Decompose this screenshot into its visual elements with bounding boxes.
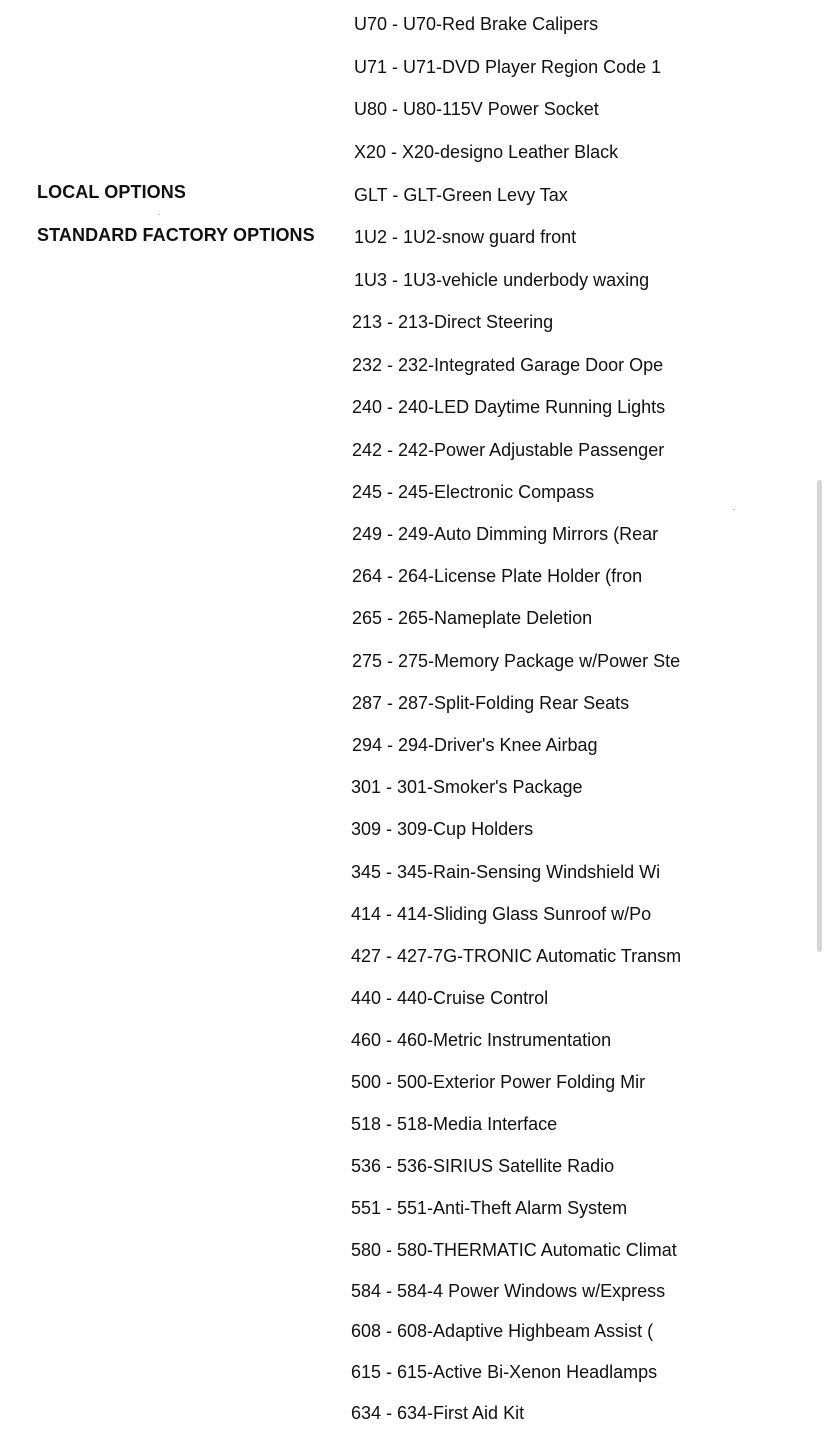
local-options-heading: LOCAL OPTIONS [37, 182, 186, 202]
option-item: 287 - 287-Split-Folding Rear Seats [352, 693, 630, 713]
option-item: U71 - U71-DVD Player Region Code 1 [354, 57, 662, 77]
option-item: 500 - 500-Exterior Power Folding Mir [351, 1072, 646, 1092]
option-item: 275 - 275-Memory Package w/Power Ste [352, 651, 681, 671]
option-item: 232 - 232-Integrated Garage Door Ope [352, 355, 664, 375]
option-item: X20 - X20-designo Leather Black [354, 142, 619, 162]
option-item: 264 - 264-License Plate Holder (fron [352, 566, 643, 586]
option-item: 440 - 440-Cruise Control [351, 988, 549, 1008]
option-item: 240 - 240-LED Daytime Running Lights [352, 397, 666, 417]
option-item: 1U3 - 1U3-vehicle underbody waxing [354, 270, 650, 290]
option-item: 427 - 427-7G-TRONIC Automatic Transm [351, 946, 682, 966]
option-item: 294 - 294-Driver's Knee Airbag [352, 735, 598, 755]
option-item: 1U2 - 1U2-snow guard front [354, 227, 577, 247]
option-item: U70 - U70-Red Brake Calipers [354, 14, 599, 34]
option-item: 536 - 536-SIRIUS Satellite Radio [351, 1156, 615, 1176]
scan-speck [158, 214, 160, 215]
option-item: GLT - GLT-Green Levy Tax [354, 185, 568, 205]
option-item: 608 - 608-Adaptive Highbeam Assist ( [351, 1321, 654, 1341]
option-item: 345 - 345-Rain-Sensing Windshield Wi [351, 862, 661, 882]
standard-factory-options-heading: STANDARD FACTORY OPTIONS [37, 225, 315, 245]
option-item: 309 - 309-Cup Holders [351, 819, 534, 839]
option-item: 634 - 634-First Aid Kit [351, 1403, 525, 1423]
option-item: 301 - 301-Smoker's Package [351, 777, 583, 797]
option-item: 518 - 518-Media Interface [351, 1114, 558, 1134]
option-item: 213 - 213-Direct Steering [352, 312, 554, 332]
option-item: 242 - 242-Power Adjustable Passenger [352, 440, 665, 460]
option-item: 414 - 414-Sliding Glass Sunroof w/Po [351, 904, 652, 924]
option-item: 584 - 584-4 Power Windows w/Express [351, 1281, 666, 1301]
option-item: 580 - 580-THERMATIC Automatic Climat [351, 1240, 677, 1260]
option-item: 265 - 265-Nameplate Deletion [352, 608, 593, 628]
option-item: 245 - 245-Electronic Compass [352, 482, 595, 502]
scrollbar-thumb[interactable] [817, 480, 822, 952]
option-item: U80 - U80-115V Power Socket [354, 99, 599, 119]
option-item: 249 - 249-Auto Dimming Mirrors (Rear [352, 524, 659, 544]
option-item: 615 - 615-Active Bi-Xenon Headlamps [351, 1362, 658, 1382]
option-item: 551 - 551-Anti-Theft Alarm System [351, 1198, 628, 1218]
scan-speck [733, 509, 735, 510]
option-item: 460 - 460-Metric Instrumentation [351, 1030, 612, 1050]
